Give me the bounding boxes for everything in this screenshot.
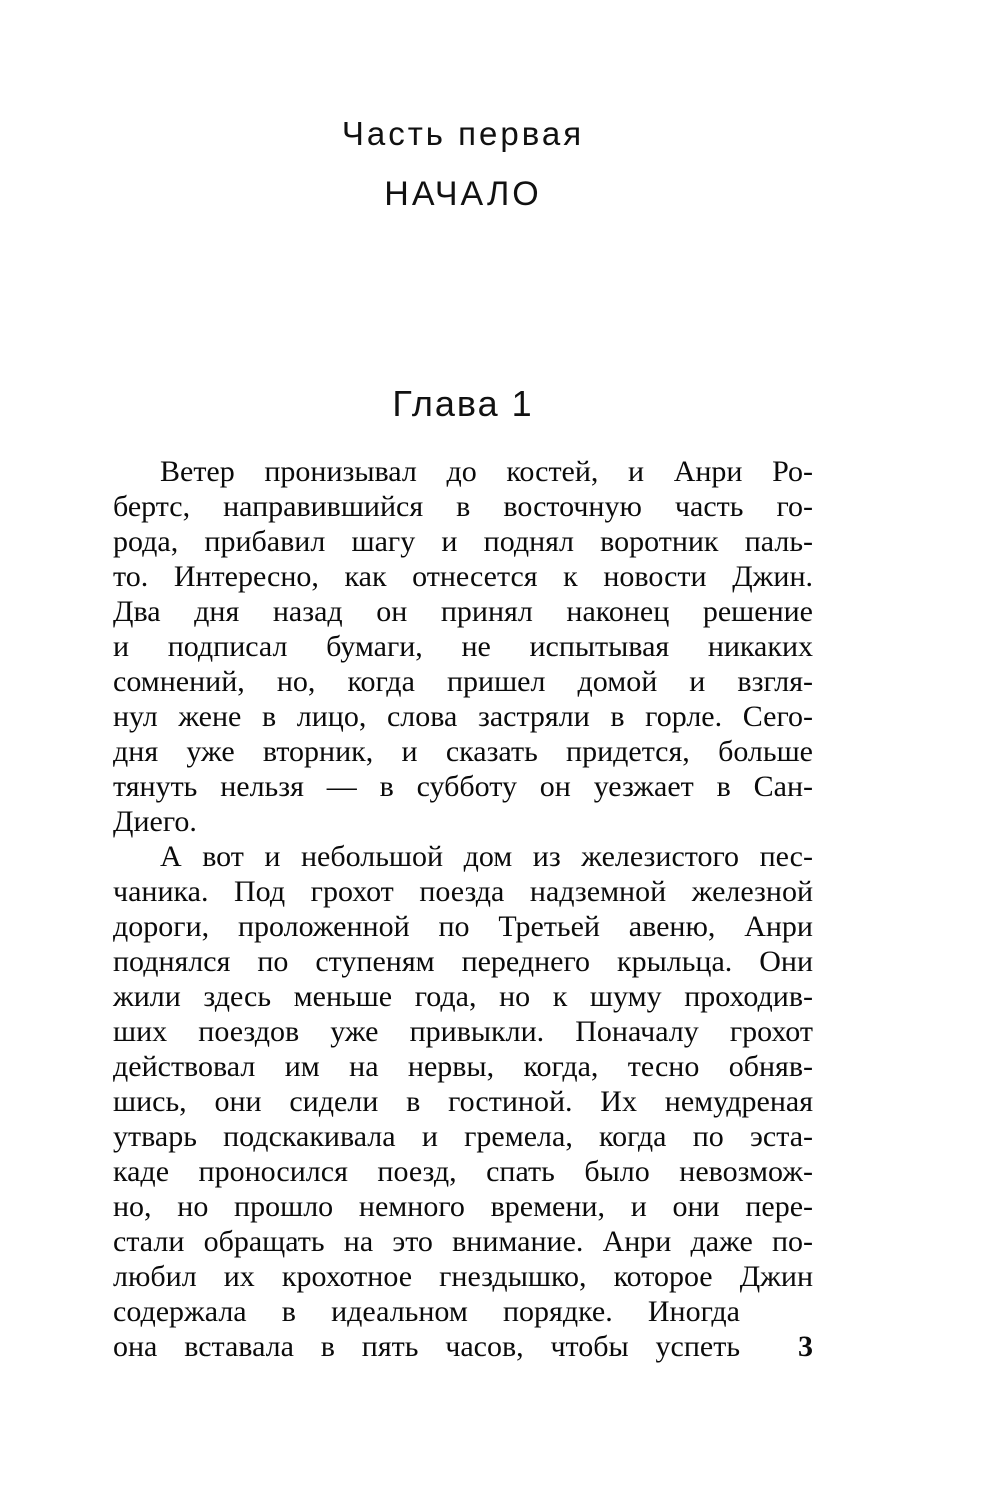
text-line: рода, прибавил шагу и поднял воротник паль- [113,525,813,558]
body-text [113,454,813,1364]
text-line: содержала в идеальном порядке. Иногда [113,1295,740,1328]
text-line: жили здесь меньше года, но к шуму проходив- [113,980,813,1013]
text-line: дня уже вторник, и сказать придется, больше [113,735,813,768]
text-line: действовал им на нервы, когда, тесно обняв- [113,1050,813,1083]
text-line: Два дня назад он принял наконец решение [113,595,813,628]
text-line: ших поездов уже привыкли. Поначалу грохот [113,1015,813,1048]
text-line: Ветер пронизывал до костей, и Анри Ро- [160,455,813,488]
paragraph [113,839,813,1364]
text-line: бертс, направившийся в восточную часть го- [113,490,813,523]
text-line: дороги, проложенной по Третьей авеню, Анри [113,910,813,943]
text-line: поднялся по ступеням переднего крыльца. Они [113,945,813,978]
page-number: 3 [798,1330,813,1363]
text-line: любил их крохотное гнездышко, которое Джин [113,1260,813,1293]
text-line: тянуть нельзя — в субботу он уезжает в Сан- [113,770,813,803]
text-line: она вставала в пять часов, чтобы успеть [113,1330,740,1363]
text-line: каде проносился поезд, спать было невозмож- [113,1155,813,1188]
text-line: нул жене в лицо, слова застряли в горле. Сего- [113,700,813,733]
part-title: НАЧАЛО [384,175,542,213]
text-line: но, но прошло немного времени, и они пере- [113,1190,813,1223]
text-line: А вот и небольшой дом из железистого пес- [160,840,813,873]
part-label: Часть первая [341,115,585,152]
chapter-title: Глава 1 [392,383,534,424]
text-line: шись, они сидели в гостиной. Их немудреная [113,1085,813,1118]
text-line: сомнений, но, когда пришел домой и взгля- [113,665,813,698]
text-line: и подписал бумаги, не испытывая никаких [113,630,813,663]
text-line: утварь подскакивала и гремела, когда по эста- [113,1120,813,1153]
text-line: чаника. Под грохот поезда надземной железной [113,875,813,908]
text-line: Диего. [113,805,197,838]
paragraph [113,454,813,839]
text-line: стали обращать на это внимание. Анри даже по- [113,1225,813,1258]
text-line: то. Интересно, как отнесется к новости Джин. [113,560,813,593]
